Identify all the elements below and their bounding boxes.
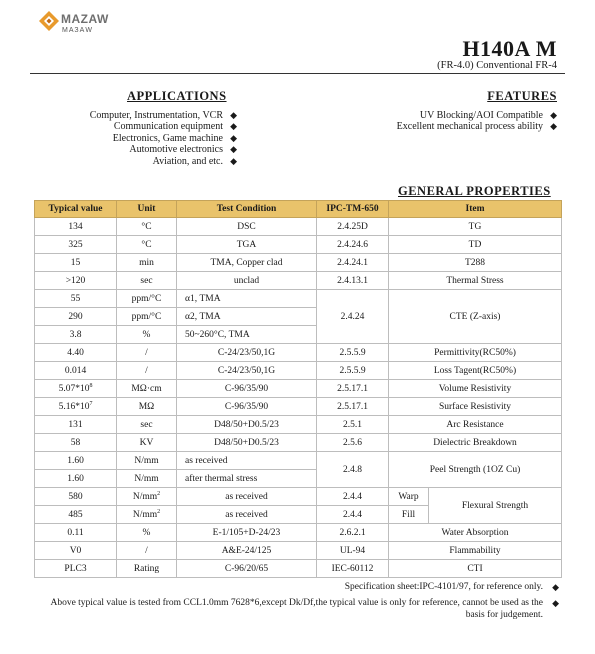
table-row: 3.8 % 50~260°C, TMA [35, 326, 562, 344]
column-header: Item [389, 201, 562, 218]
list-item: ◆ Aviation, and etc. [152, 155, 237, 167]
table-row: 55 ppm/°C α1, TMA 2.4.24 CTE (Z-axis) [35, 290, 562, 308]
features-list [397, 110, 557, 133]
features-heading: FEATURES [487, 89, 557, 103]
column-header: IPC-TM-650 [317, 201, 389, 218]
diamond-bullet-icon: ◆ [230, 132, 237, 143]
applications-list [90, 110, 237, 167]
table-row: $5.07*10^8$ MΩ·cm C-96/35/90 2.5.17.1 Volume Resistivity [35, 380, 562, 398]
list-item: ◆ Electronics, Game machine [112, 132, 237, 144]
table-row: 1.60 N/mm as received 2.4.8 Peel Strength (1OZ Cu) [35, 452, 562, 470]
page-subtitle: (FR-4.0) Conventional FR-4 [437, 60, 557, 71]
table-row: 325 °C TGA 2.4.24.6 TD [35, 236, 562, 254]
logo-name: MAZAW [61, 12, 109, 26]
logo-subtext: МАЗАW [62, 27, 93, 34]
list-item: ◆ Excellent mechanical process ability [396, 121, 557, 133]
properties-table [34, 200, 562, 578]
diamond-bullet-icon: ◆ [230, 110, 237, 120]
diamond-bullet-icon: ◆ [230, 144, 237, 155]
table-row: 290 ppm/°C α2, TMA [35, 308, 562, 326]
list-item: ◆ UV Blocking/AOI Compatible [419, 110, 557, 121]
list-item: ◆ Communication equipment [113, 121, 237, 133]
table-row: PLC3 Rating C-96/20/65 IEC-60112 CTI [35, 560, 562, 578]
column-header: Test Condition [177, 201, 317, 218]
table-row: 131 sec D48/50+D0.5/23 2.5.1 Arc Resistance [35, 416, 562, 434]
diamond-bullet-icon: ◆ [552, 582, 559, 592]
diamond-bullet-icon: ◆ [230, 155, 237, 166]
footnotes [34, 581, 559, 625]
table-row: 1.60 N/mm after thermal stress [35, 470, 562, 488]
table-header-row [35, 201, 562, 218]
table-row: 134 °C DSC 2.4.25D TG [35, 218, 562, 236]
list-item: ◆ Automotive electronics [129, 144, 237, 156]
table-row: $5.16*10^7$ MΩ C-96/35/90 2.5.17.1 Surface Resistivity [35, 398, 562, 416]
page-title: H140A M [462, 36, 557, 61]
company-logo [38, 10, 110, 40]
table-row: 15 min TMA, Copper clad 2.4.24.1 T288 [35, 254, 562, 272]
applications-heading: APPLICATIONS [127, 89, 227, 103]
table-row: 580 $N/mm^2$ as received 2.4.4 Warp Flexural Strength [35, 488, 562, 506]
column-header: Typical value [35, 201, 117, 218]
table-row: >120 sec unclad 2.4.13.1 Thermal Stress [35, 272, 562, 290]
diamond-bullet-icon: ◆ [550, 121, 557, 132]
table-row: V0 / A&E-24/125 UL-94 Flammability [35, 542, 562, 560]
footnote: ◆ Above typical value is tested from CCL1.0mm 7628*6,except Dk/Df,the typical value is only for reference, cannot be used as the basis for judgement. [50, 597, 559, 620]
diamond-bullet-icon: ◆ [230, 121, 237, 132]
general-properties-heading: GENERAL PROPERTIES [398, 184, 551, 198]
logo-mark-icon [38, 10, 60, 32]
diamond-bullet-icon: ◆ [550, 110, 557, 120]
table-row: 4.40 / C-24/23/50,1G 2.5.5.9 Permittivity(RC50%) [35, 344, 562, 362]
table-row: 485 $N/mm^2$ as received 2.4.4 Fill [35, 506, 562, 524]
list-item: ◆ Computer, Instrumentation, VCR [89, 110, 237, 121]
title-divider [30, 73, 565, 74]
diamond-bullet-icon: ◆ [552, 597, 559, 608]
footnote: ◆ Specification sheet:IPC-4101/97, for reference only. [344, 582, 559, 592]
table-row: 58 KV D48/50+D0.5/23 2.5.6 Dielectric Breakdown [35, 434, 562, 452]
column-header: Unit [117, 201, 177, 218]
table-row: 0.11 % E-1/105+D-24/23 2.6.2.1 Water Absorption [35, 524, 562, 542]
table-row: 0.014 / C-24/23/50,1G 2.5.5.9 Loss Tagent(RC50%) [35, 362, 562, 380]
